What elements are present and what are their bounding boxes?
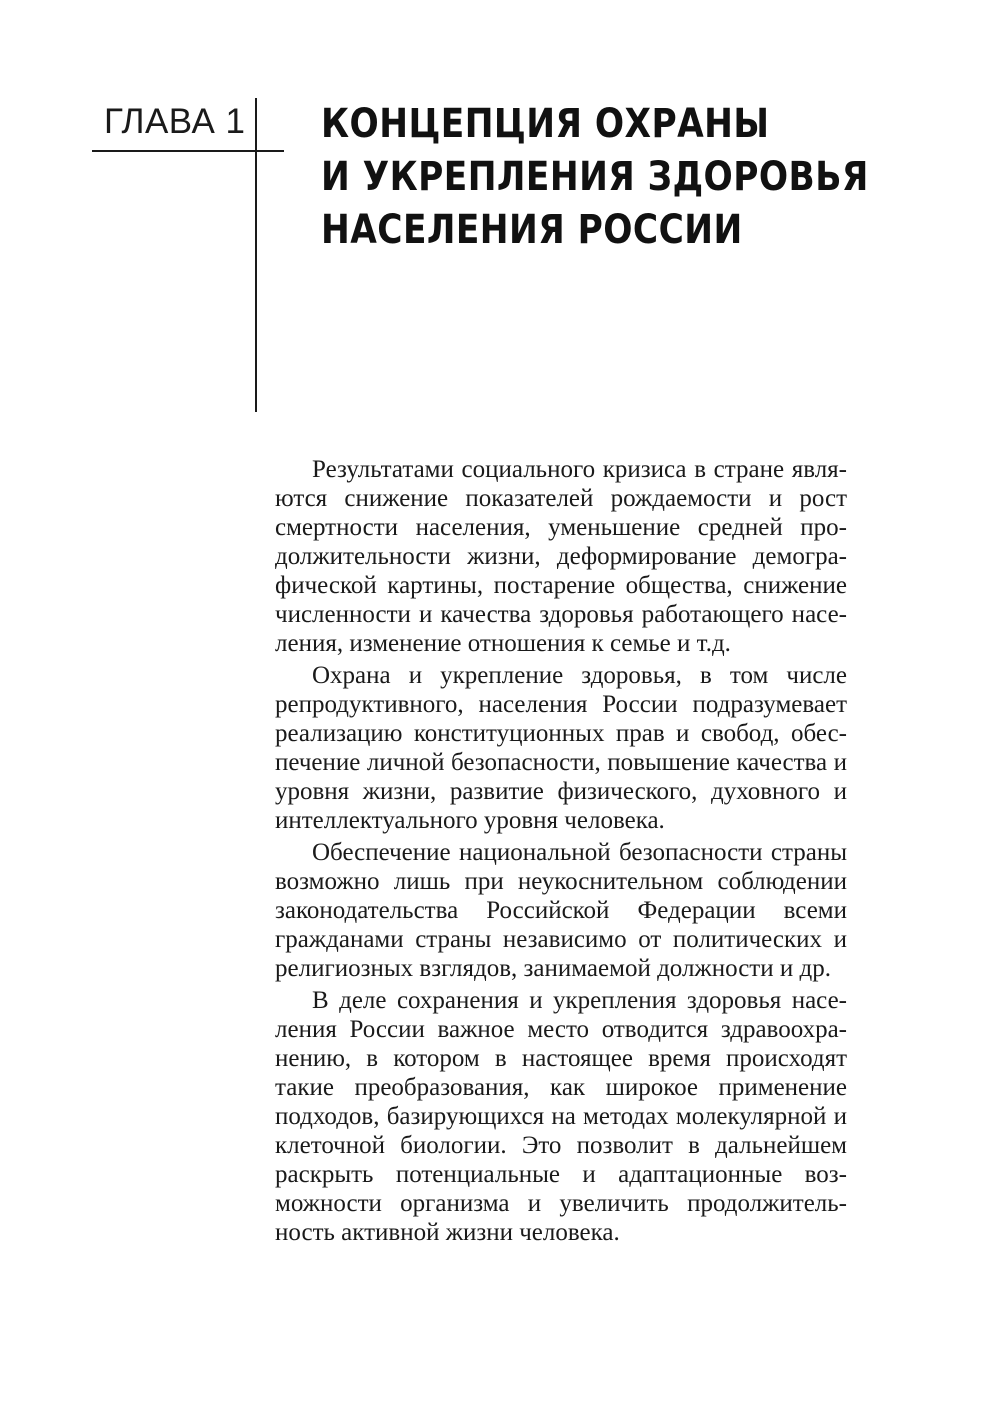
chapter-title-line: НАСЕЛЕНИЯ РОССИИ bbox=[321, 207, 743, 253]
body-paragraph: Охрана и укрепление здоровья, в том числе репродуктивного, населения России подразумевает реализацию конституционных прав и свобод, обеспечение личной безопасности, повышение качества и уровня жизни, развитие физического, духовного и интеллектуального уровня человека. bbox=[275, 662, 847, 834]
chapter-title-line: И УКРЕПЛЕНИЯ ЗДОРОВЬЯ bbox=[321, 154, 869, 200]
chapter-title-line: КОНЦЕПЦИЯ ОХРАНЫ bbox=[321, 101, 770, 147]
body-paragraph: Обеспечение национальной безопасности страны возможно лишь при неукоснительном соблюдении законодательства Российской Федерации всеми гражданами страны независимо от политических и религиозных взглядов, занимаемой должности и др. bbox=[275, 839, 847, 982]
body-paragraph: В деле сохранения и укрепления здоровья населения России важное место отводится здравоохранению, в котором в настоящее время происходят такие преобразования, как широкое применение подходов, базирующихся на методах молекулярной и клеточной биологии. Это позволит в дальнейшем раскрыть потенциальные и адаптационные возможности организма и увеличить продолжительность активной жизни человека. bbox=[275, 987, 847, 1246]
chapter-divider-rule bbox=[255, 98, 257, 412]
body-paragraph: Результатами социального кризиса в стране являются снижение показателей рождаемости и рост смертности населения, уменьшение средней продолжительности жизни, деформирование демографической картины, постарение общества, снижение численности и качества здоровья работающего населения, изменение отношения к семье и т.д. bbox=[275, 456, 847, 657]
chapter-body bbox=[275, 455, 847, 1250]
chapter-title bbox=[321, 98, 869, 257]
chapter-label: ГЛАВА 1 bbox=[104, 102, 246, 141]
